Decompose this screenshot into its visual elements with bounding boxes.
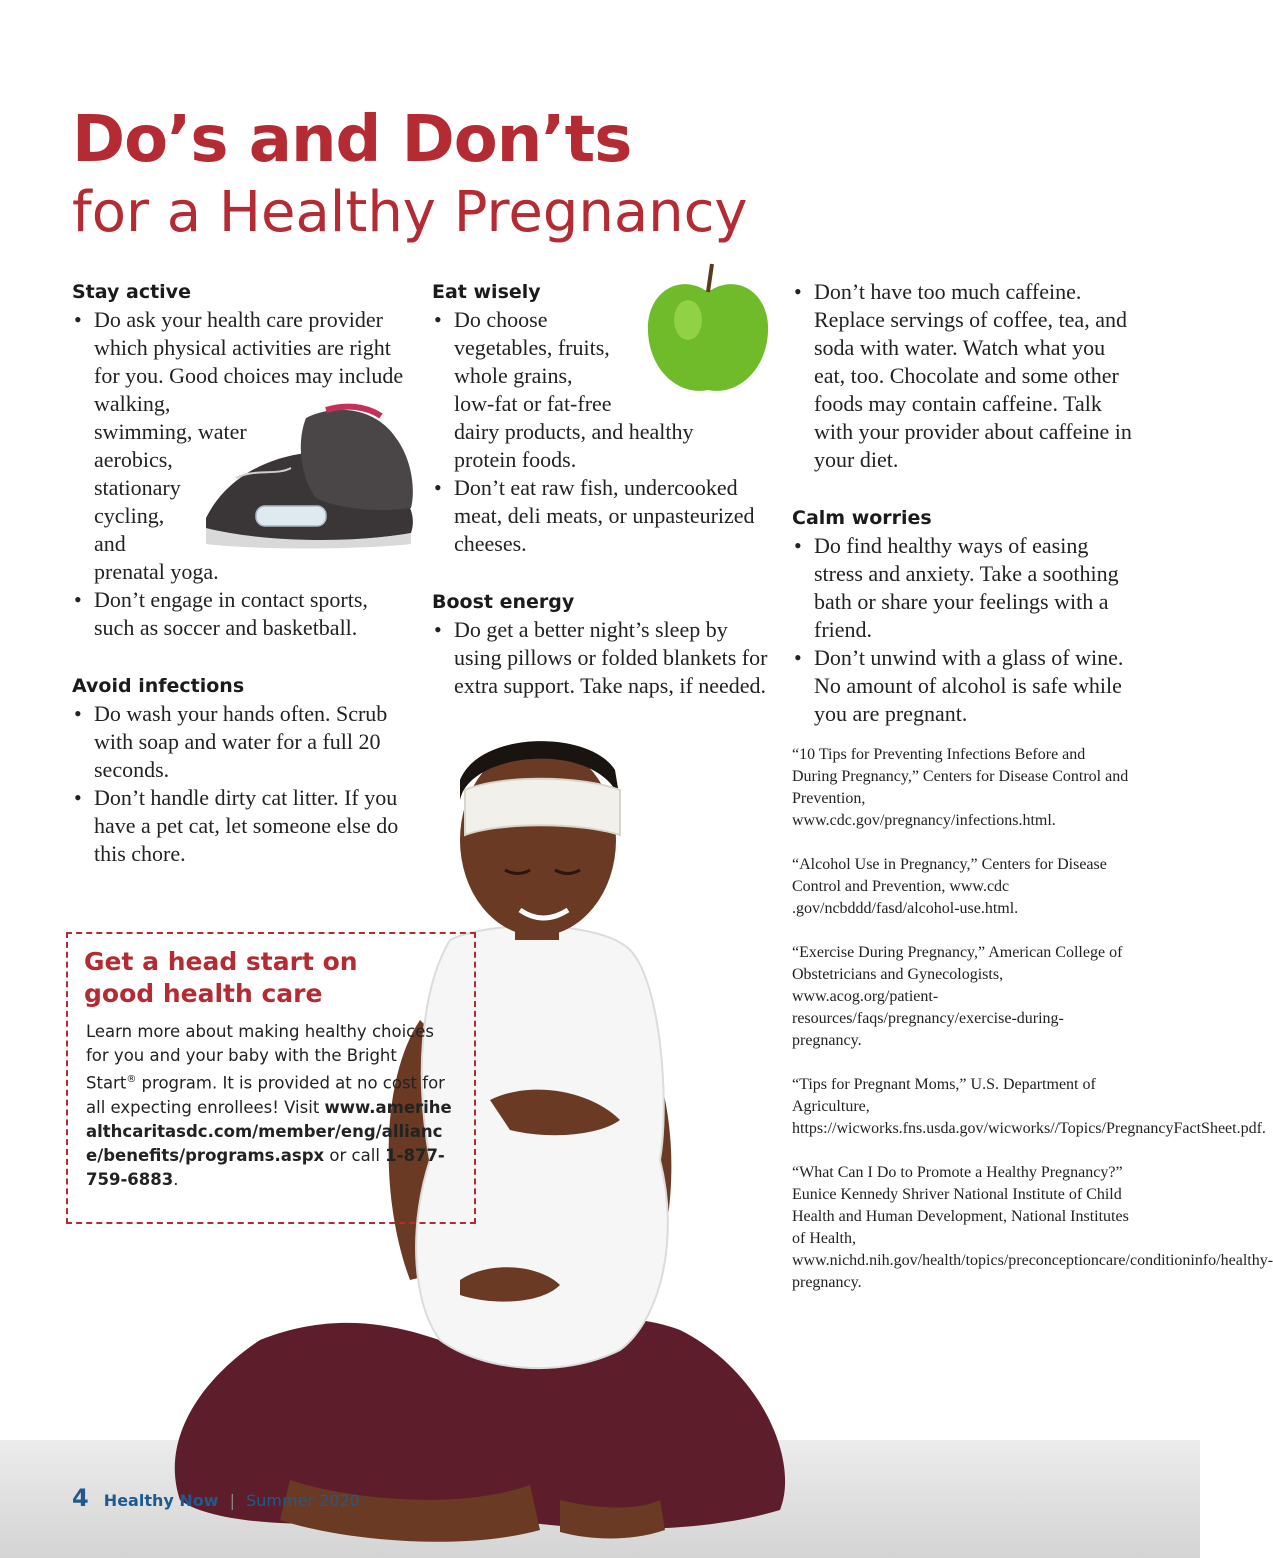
eat-wisely-line-1: • Do choose <box>454 307 548 332</box>
list-item <box>72 306 404 586</box>
page-footer <box>72 1484 360 1512</box>
heading-calm-worries: Calm worries <box>792 507 932 529</box>
references-list <box>792 744 1273 1316</box>
eat-wisely-line-6: protein foods. <box>454 447 577 472</box>
stay-active-line-3: stationary <box>94 475 181 500</box>
column-middle <box>432 278 772 700</box>
eat-wisely-line-2: vegetables, fruits, <box>454 335 610 360</box>
callout-heading: Get a head start on good health care <box>84 947 358 1008</box>
page-subtitle: for a Healthy Pregnancy <box>72 180 748 245</box>
stay-active-bullet-2: • Don’t engage in contact sports, such as soccer and basketball. <box>72 586 412 642</box>
magazine-name: Healthy Now <box>103 1491 219 1510</box>
reference-item: “What Can I Do to Promote a Healthy Pregnancy?” Eunice Kennedy Shriver National Institute of Child Health and Human Development, National Institutes of Health, www.nichd.nih.gov/health/topics/preconceptioncare/conditioninfo/healthy-pregnancy. <box>792 1164 1273 1291</box>
issue-date: Summer 2020 <box>246 1491 360 1510</box>
avoid-infections-bullet-2: • Don’t handle dirty cat litter. If you have a pet cat, let someone else do this chore. <box>72 784 412 868</box>
calm-worries-bullet-1: • Do find healthy ways of easing stress and anxiety. Take a soothing bath or share your feelings with a friend. <box>792 532 1132 644</box>
stay-active-line-1: swimming, water <box>94 419 247 444</box>
avoid-infections-bullet-1: • Do wash your hands often. Scrub with soap and water for a full 20 seconds. <box>72 700 412 784</box>
boost-energy-bullet-1: • Do get a better night’s sleep by using pillows or folded blankets for extra support. Take naps, if needed. <box>432 616 772 700</box>
stay-active-line-2: aerobics, <box>94 447 173 472</box>
column-left <box>72 278 412 868</box>
eat-wisely-line-3: whole grains, <box>454 363 573 388</box>
eat-wisely-bullet-2: • Don’t eat raw fish, undercooked meat, deli meats, or unpasteurized cheeses. <box>432 474 772 558</box>
caffeine-bullet-1: • Don’t have too much caffeine. Replace servings of coffee, tea, and soda with water. Watch what you eat, too. Chocolate and some other foods may contain caffeine. Talk with your provider about caffeine in your diet. <box>792 278 1132 474</box>
stay-active-bullet-1: • Do ask your health care provider which physical activities are right for you. Good choices may include walking, <box>94 307 404 416</box>
heading-avoid-infections: Avoid infections <box>72 675 245 697</box>
page-number: 4 <box>72 1484 89 1512</box>
eat-wisely-bullet-1 <box>432 306 772 474</box>
callout-text-4: . <box>173 1169 179 1189</box>
reference-item: “Alcohol Use in Pregnancy,” Centers for Disease Control and Prevention, www.cdc .gov/ncbddd/fasd/alcohol-use.html. <box>792 856 1107 917</box>
heading-boost-energy: Boost energy <box>432 591 575 613</box>
registered-mark: ® <box>126 1074 137 1085</box>
calm-worries-bullet-2: • Don’t unwind with a glass of wine. No amount of alcohol is safe while you are pregnant. <box>792 644 1132 728</box>
heading-stay-active: Stay active <box>72 281 191 303</box>
column-right <box>792 278 1132 728</box>
stay-active-line-6: prenatal yoga. <box>94 559 219 584</box>
callout-url-link[interactable]: www.amerihealthcaritasdc.com/member/eng/alliance/benefits/programs.aspx <box>86 1097 452 1165</box>
reference-item: “Tips for Pregnant Moms,” U.S. Department of Agriculture, https://wicworks.fns.usda.gov/wicworks//Topics/PregnancyFactSheet.pdf. <box>792 1076 1266 1137</box>
callout-phone-link[interactable]: 1-877-759-6883 <box>86 1145 445 1189</box>
page-title: Do’s and Don’ts <box>72 103 632 177</box>
eat-wisely-line-5: dairy products, and healthy <box>454 419 694 444</box>
callout-text-2: program. It is provided at no cost for all expecting enrollees! Visit <box>86 1073 445 1117</box>
stay-active-line-5: and <box>94 531 126 556</box>
reference-item: “Exercise During Pregnancy,” American College of Obstetricians and Gynecologists, www.acog.org/patient-resources/faqs/pregnancy/exercise-during-pregnancy. <box>792 944 1123 1049</box>
stay-active-line-4: cycling, <box>94 503 165 528</box>
footer-separator: | <box>229 1491 236 1510</box>
reference-item: “10 Tips for Preventing Infections Before and During Pregnancy,” Centers for Disease Control and Prevention, www.cdc.gov/pregnancy/infections.html. <box>792 746 1129 829</box>
callout-text-1: Learn more about making healthy choices for you and your baby with the Bright Start <box>86 1022 434 1093</box>
callout-text-3: or call <box>324 1145 386 1165</box>
eat-wisely-line-4: low-fat or fat-free <box>454 391 612 416</box>
heading-eat-wisely: Eat wisely <box>432 281 541 303</box>
callout-text <box>86 1020 452 1192</box>
